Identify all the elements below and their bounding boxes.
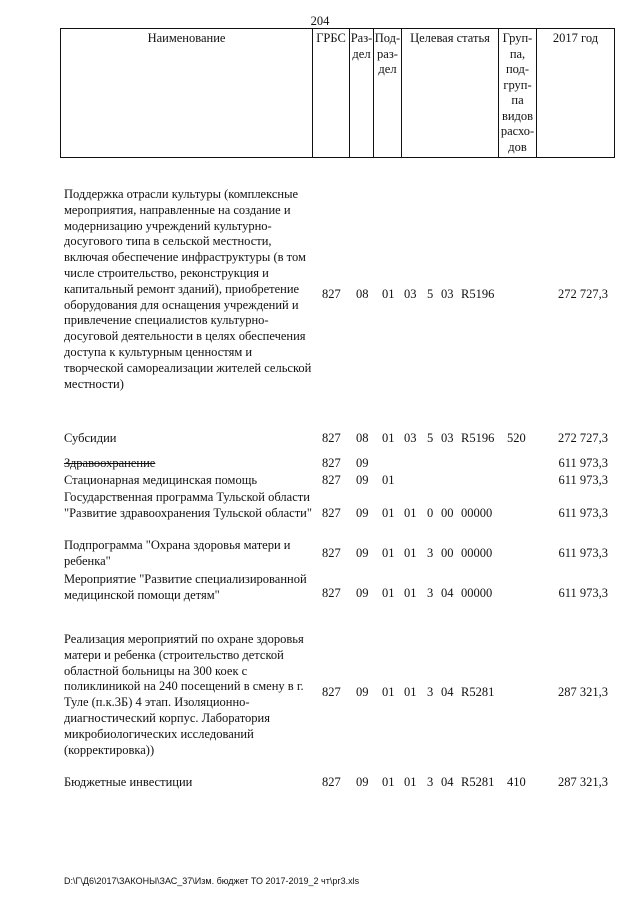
row-grbs: 827 <box>322 546 341 560</box>
row-amount: 287 321,3 <box>558 775 608 789</box>
row-target-subprogram: 3 <box>427 546 434 560</box>
row-grbs: 827 <box>322 473 341 487</box>
row-amount: 611 973,3 <box>558 506 608 520</box>
row-grbs: 827 <box>322 287 341 301</box>
row-grbs: 827 <box>322 775 341 789</box>
row-name: Подпрограмма "Охрана здоровья матери и ребенка" <box>64 538 291 568</box>
header-group: Груп- па, под- груп- па видов расхо- дов <box>499 28 537 158</box>
row-target-program: 01 <box>404 775 417 789</box>
row-name: Мероприятие "Развитие специализированной медицинской помощи детям" <box>64 572 307 602</box>
row-target-code: 00000 <box>461 506 493 520</box>
row-target-subprogram: 5 <box>427 431 434 445</box>
row-target-measure: 04 <box>441 586 454 600</box>
row-razdel: 09 <box>356 506 369 520</box>
row-amount: 611 973,3 <box>558 456 608 470</box>
row-target-subprogram: 3 <box>427 775 434 789</box>
row-amount: 287 321,3 <box>558 685 608 699</box>
row-amount: 611 973,3 <box>558 473 608 487</box>
row-target-program: 01 <box>404 586 417 600</box>
row-target-code: R5196 <box>461 431 495 445</box>
row-target-measure: 00 <box>441 546 454 560</box>
row-target-program: 03 <box>404 287 417 301</box>
row-razdel: 09 <box>356 685 369 699</box>
row-amount: 272 727,3 <box>558 287 608 301</box>
header-grbs: ГРБС <box>313 28 350 158</box>
row-razdel: 09 <box>356 586 369 600</box>
row-target-subprogram: 3 <box>427 586 434 600</box>
row-target-subprogram: 3 <box>427 685 434 699</box>
row-grbs: 827 <box>322 456 341 470</box>
row-target-measure: 04 <box>441 685 454 699</box>
row-target-measure: 03 <box>441 431 454 445</box>
row-grbs: 827 <box>322 431 341 445</box>
row-target-subprogram: 5 <box>427 287 434 301</box>
page-number: 204 <box>310 14 330 28</box>
header-target: Целевая статья <box>402 28 499 158</box>
row-target-measure: 04 <box>441 775 454 789</box>
row-target-program: 01 <box>404 506 417 520</box>
row-name: Здравоохранение <box>64 456 156 470</box>
row-target-code: R5281 <box>461 775 495 789</box>
file-path-footer: D:\Г\Д6\2017\ЗАКОНЫ\ЗАС_37\Изм. бюджет ТО 2017-2019_2 чт\рг3.xls <box>64 876 360 886</box>
row-razdel: 09 <box>356 775 369 789</box>
row-podrazdel: 01 <box>382 546 395 560</box>
row-razdel: 09 <box>356 456 369 470</box>
row-target-code: R5196 <box>461 287 495 301</box>
row-target-measure: 00 <box>441 506 454 520</box>
header-year: 2017 год <box>537 28 615 158</box>
row-amount: 272 727,3 <box>558 431 608 445</box>
row-name: Государственная программа Тульской области "Развитие здравоохранения Тульской области" <box>64 490 312 520</box>
row-razdel: 09 <box>356 473 369 487</box>
row-target-code: 00000 <box>461 586 493 600</box>
row-name: Стационарная медицинская помощь <box>64 473 258 487</box>
row-podrazdel: 01 <box>382 685 395 699</box>
row-grbs: 827 <box>322 685 341 699</box>
row-grbs: 827 <box>322 586 341 600</box>
row-podrazdel: 01 <box>382 506 395 520</box>
row-name: Бюджетные инвестиции <box>64 775 193 789</box>
table-header <box>60 28 615 158</box>
header-razdel: Раз- дел <box>350 28 374 158</box>
row-name: Поддержка отрасли культуры (комплексные мероприятия, направленные на создание и модернизацию учреждений культурно-досугового типа в сельской местности, включая обеспечение инфраструктуры (в том числе строительство, реконструкция и капитальный ремонт зданий), приобретение оборудования для оснащения учреждений и привлечение специалистов культурно-досуговой деятельности в целях обеспечения доступа к культурным ценностям и творческой самореализации жителей сельской местности) <box>64 187 312 391</box>
row-grbs: 827 <box>322 506 341 520</box>
row-amount: 611 973,3 <box>558 546 608 560</box>
row-target-code: R5281 <box>461 685 495 699</box>
row-expense-type: 520 <box>507 431 526 445</box>
row-target-code: 00000 <box>461 546 493 560</box>
header-podrazdel: Под- раз- дел <box>374 28 402 158</box>
row-razdel: 08 <box>356 287 369 301</box>
row-podrazdel: 01 <box>382 775 395 789</box>
row-name: Реализация мероприятий по охране здоровья матери и ребенка (строительство детской областной больницы на 300 коек с поликлиникой на 240 посещений в смену в г. Туле (п.к.3Б) 4 этап. Изоляционно-диагностический корпус. Лаборатория микробиологических исследований (корректировка)) <box>64 632 304 757</box>
row-razdel: 09 <box>356 546 369 560</box>
row-razdel: 08 <box>356 431 369 445</box>
row-podrazdel: 01 <box>382 431 395 445</box>
header-name: Наименование <box>60 28 313 158</box>
row-amount: 611 973,3 <box>558 586 608 600</box>
row-podrazdel: 01 <box>382 287 395 301</box>
row-target-measure: 03 <box>441 287 454 301</box>
row-target-program: 01 <box>404 685 417 699</box>
row-target-program: 01 <box>404 546 417 560</box>
row-target-subprogram: 0 <box>427 506 434 520</box>
row-podrazdel: 01 <box>382 473 395 487</box>
row-name: Субсидии <box>64 431 117 445</box>
row-target-program: 03 <box>404 431 417 445</box>
row-expense-type: 410 <box>507 775 526 789</box>
row-podrazdel: 01 <box>382 586 395 600</box>
